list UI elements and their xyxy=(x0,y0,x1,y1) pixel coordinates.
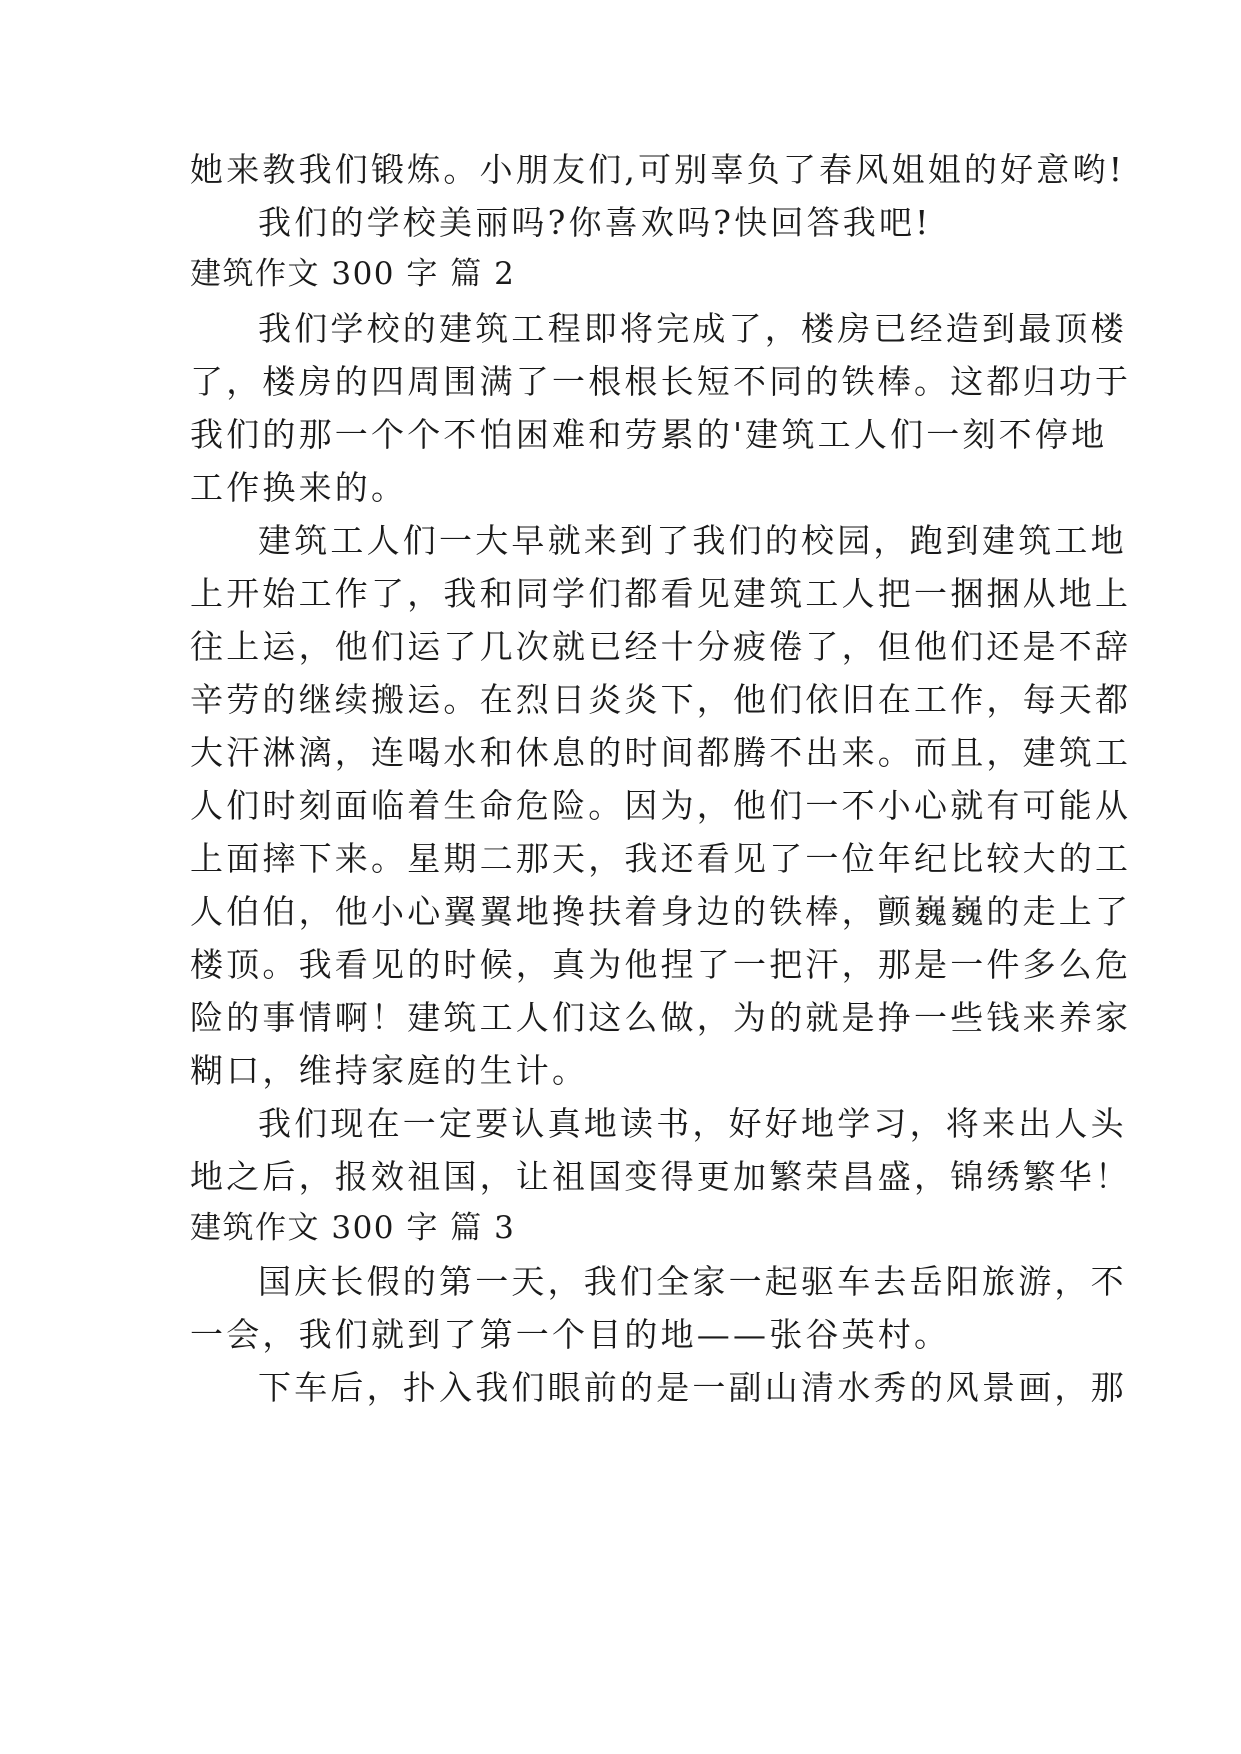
body-line: 地之后，报效祖国，让祖国变得更加繁荣昌盛，锦绣繁华！ xyxy=(190,1157,1132,1196)
body-line: 我们现在一定要认真地读书，好好地学习，将来出人头 xyxy=(258,1104,1127,1143)
body-line: 辛劳的继续搬运。在烈日炎炎下，他们依旧在工作，每天都 xyxy=(190,680,1132,719)
body-line: 往上运，他们运了几次就已经十分疲倦了，但他们还是不辞 xyxy=(190,627,1132,666)
body-line: 我们学校的建筑工程即将完成了，楼房已经造到最顶楼 xyxy=(258,309,1127,348)
body-line: 楼顶。我看见的时候，真为他捏了一把汗，那是一件多么危 xyxy=(190,945,1132,984)
body-line: 了，楼房的四周围满了一根根长短不同的铁棒。这都归功于 xyxy=(190,362,1132,401)
body-line: 人伯伯，他小心翼翼地搀扶着身边的铁棒，颤巍巍的走上了 xyxy=(190,892,1132,931)
body-line: 糊口，维持家庭的生计。 xyxy=(190,1051,589,1090)
body-line: 上开始工作了，我和同学们都看见建筑工人把一捆捆从地上 xyxy=(190,574,1132,613)
body-line: 上面摔下来。星期二那天，我还看见了一位年纪比较大的工 xyxy=(190,839,1132,878)
section-heading: 建筑作文 300 字 篇 3 xyxy=(190,1210,516,1246)
body-line: 下车后，扑入我们眼前的是一副山清水秀的风景画，那 xyxy=(258,1368,1127,1407)
body-line: 工作换来的。 xyxy=(190,468,408,507)
body-line: 险的事情啊！建筑工人们这么做，为的就是挣一些钱来养家 xyxy=(190,998,1132,1037)
body-line: 大汗淋漓，连喝水和休息的时间都腾不出来。而且，建筑工 xyxy=(190,733,1132,772)
body-line: 一会，我们就到了第一个目的地——张谷英村。 xyxy=(190,1315,951,1354)
body-line: 建筑工人们一大早就来到了我们的校园，跑到建筑工地 xyxy=(258,521,1127,560)
body-line: 我们的学校美丽吗?你喜欢吗?快回答我吧! xyxy=(258,203,932,242)
body-line: 她来教我们锻炼。小朋友们,可别辜负了春风姐姐的好意哟! xyxy=(190,150,1126,189)
body-line: 人们时刻面临着生命危险。因为，他们一不小心就有可能从 xyxy=(190,786,1132,825)
body-line: 国庆长假的第一天，我们全家一起驱车去岳阳旅游，不 xyxy=(258,1262,1127,1301)
section-heading: 建筑作文 300 字 篇 2 xyxy=(190,256,516,292)
body-line: 我们的那一个个不怕困难和劳累的'建筑工人们一刻不停地 xyxy=(190,415,1108,454)
